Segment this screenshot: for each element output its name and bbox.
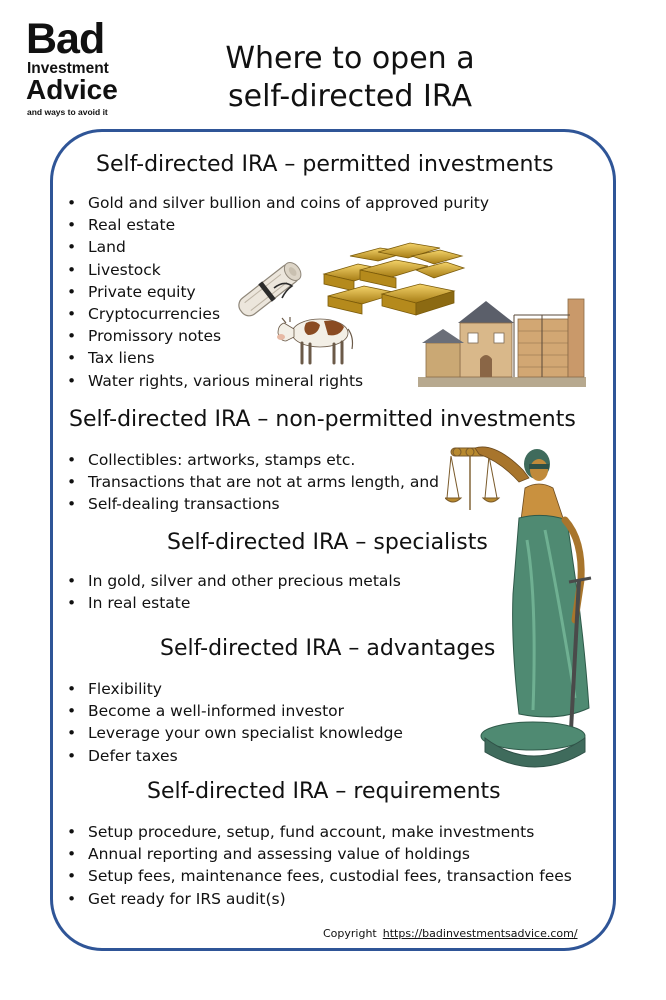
logo-line-investment: Investment: [27, 60, 109, 77]
page-title-line2: self-directed IRA: [228, 79, 472, 114]
house-construction-image: [418, 295, 586, 387]
list-item: • Transactions that are not at arms length, and: [64, 471, 439, 493]
specialists-list: [64, 570, 401, 614]
list-item: • Tax liens: [64, 347, 489, 369]
list-item: • Become a well-informed investor: [64, 700, 403, 722]
advantages-list: [64, 678, 403, 767]
cow-image: [272, 311, 358, 369]
list-item: • Promissory notes: [64, 325, 489, 347]
list-item: • Annual reporting and assessing value of holdings: [64, 843, 572, 865]
logo-line-advice: Advice: [26, 74, 118, 105]
list-item: • Cryptocurrencies: [64, 303, 489, 325]
copyright-footer: [323, 927, 578, 940]
list-item: • Defer taxes: [64, 745, 403, 767]
page-title: [150, 40, 550, 116]
list-item: • Get ready for IRS audit(s): [64, 888, 572, 910]
specialists-heading: Self-directed IRA – specialists: [167, 530, 488, 555]
list-item: • Livestock: [64, 259, 489, 281]
website-link[interactable]: https://badinvestmentsadvice.com/: [382, 927, 578, 940]
list-item: • Gold and silver bullion and coins of approved purity: [64, 192, 489, 214]
lady-justice-statue-image: [445, 430, 605, 782]
list-item: • Real estate: [64, 214, 489, 236]
list-item: • Self-dealing transactions: [64, 493, 439, 515]
non-permitted-list: [64, 449, 439, 516]
copyright-label: Copyright: [323, 927, 377, 940]
logo-tagline: and ways to avoid it: [27, 107, 108, 117]
list-item: • In real estate: [64, 592, 401, 614]
list-item: • Leverage your own specialist knowledge: [64, 722, 403, 744]
list-item: • In gold, silver and other precious metals: [64, 570, 401, 592]
requirements-heading: Self-directed IRA – requirements: [147, 779, 501, 804]
list-item: • Setup procedure, setup, fund account, make investments: [64, 821, 572, 843]
list-item: • Water rights, various mineral rights: [64, 370, 489, 392]
page-title-line1: Where to open a: [225, 41, 475, 76]
list-item: • Land: [64, 236, 489, 258]
requirements-list: [64, 821, 572, 910]
non-permitted-heading: Self-directed IRA – non-permitted investments: [69, 407, 576, 432]
list-item: • Private equity: [64, 281, 489, 303]
list-item: • Collectibles: artworks, stamps etc.: [64, 449, 439, 471]
permitted-heading: Self-directed IRA – permitted investments: [96, 152, 554, 177]
advantages-heading: Self-directed IRA – advantages: [160, 636, 496, 661]
logo: [26, 15, 130, 117]
logo-line-bad: Bad: [26, 15, 105, 63]
list-item: • Setup fees, maintenance fees, custodial fees, transaction fees: [64, 865, 572, 887]
list-item: • Flexibility: [64, 678, 403, 700]
